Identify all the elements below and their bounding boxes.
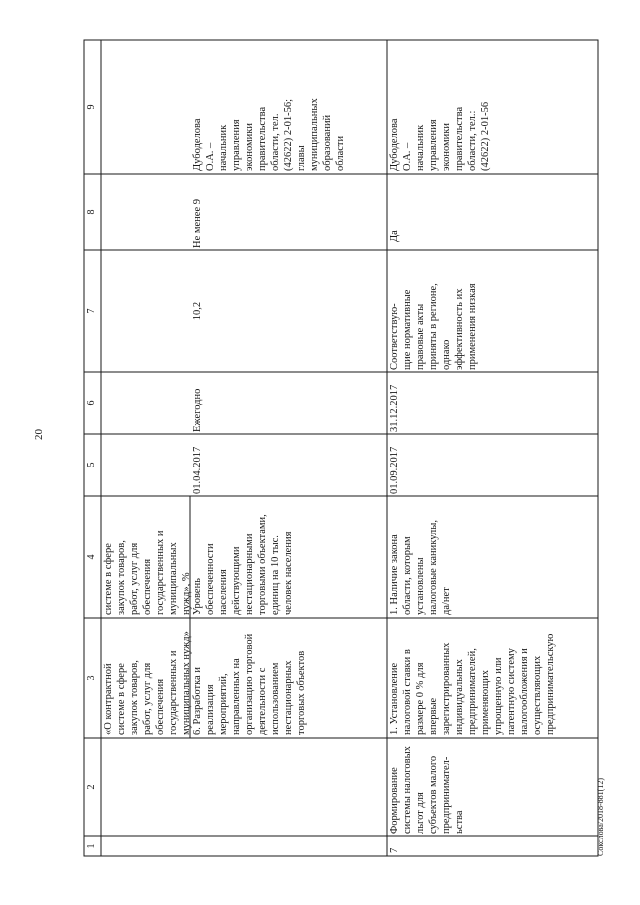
col-header-2: 2 (86, 784, 97, 790)
row1-value: 10,2 (192, 301, 203, 321)
row2-measure: 1. Установление налоговой ставки в размере 0 % для впервые зарегистрированных индивидуальных предпринимателей, применяющих упрощенную или патентную систему налогообложения и осуществляющих предпринимательскую (389, 633, 556, 735)
row2-task: Формирование системы налоговых льгот для субъектов малого предпринимател- ьства (389, 746, 465, 834)
col-header-9: 9 (86, 104, 97, 110)
col-header-4: 4 (86, 554, 97, 560)
row1-deadline: 01.04.2017 (192, 446, 203, 494)
row0-measure: «О контрактной системе в сфере закупок товаров, работ, услуг для обеспечения государственных и муниципальных нужд» (103, 631, 192, 735)
row2-deadline: 01.09.2017 (389, 446, 400, 494)
row2-responsible: Дубоделова О.А. – начальник управления экономики правительства области, тел.: (42622) 2-01-56 (389, 101, 491, 171)
col-header-5: 5 (86, 462, 97, 468)
col-header-3: 3 (86, 675, 97, 681)
col-header-8: 8 (86, 209, 97, 215)
col-header-6: 6 (86, 400, 97, 406)
page-number: 20 (33, 429, 45, 440)
row1-target: Не менее 9 (192, 199, 203, 248)
col-header-7: 7 (86, 308, 97, 314)
row0-indicator: системе в сфере закупок товаров, работ, услуг для обеспечения государственных и муниципальных нужд», % (103, 530, 192, 615)
document-id: Сокслова/2018-881(12) (596, 777, 605, 856)
row1-indicator: Уровень обеспеченности населения действующими нестационарными торговыми объектами, единиц на 10 тыс. человек населения (192, 514, 294, 615)
table-rotated (82, 38, 600, 858)
col-header-1: 1 (86, 843, 97, 849)
row1-measure: 6. Разработка и реализация мероприятий, направленных на организацию торговой деятельности с использованием нестационарных торговых объектов (192, 633, 307, 735)
row2-indicator: 1. Наличие закона области, которым установлены налоговые каникулы, да/нет (389, 520, 452, 615)
row2-periodicity: 31.12.2017 (389, 384, 400, 432)
row1-periodicity: Ежегодно (192, 388, 203, 432)
row2-num: 7 (389, 847, 400, 853)
row2-target: Да (389, 230, 400, 242)
row2-value: Соответствую- щие нормативные правовые акты приняты в регионе, однако эффективность их применения низкая (389, 283, 478, 370)
row1-responsible: Дубоделова О.А. – начальник управления экономики правительства области, тел. (42622) 2-01-56; главы муниципальных образований области (192, 98, 346, 171)
